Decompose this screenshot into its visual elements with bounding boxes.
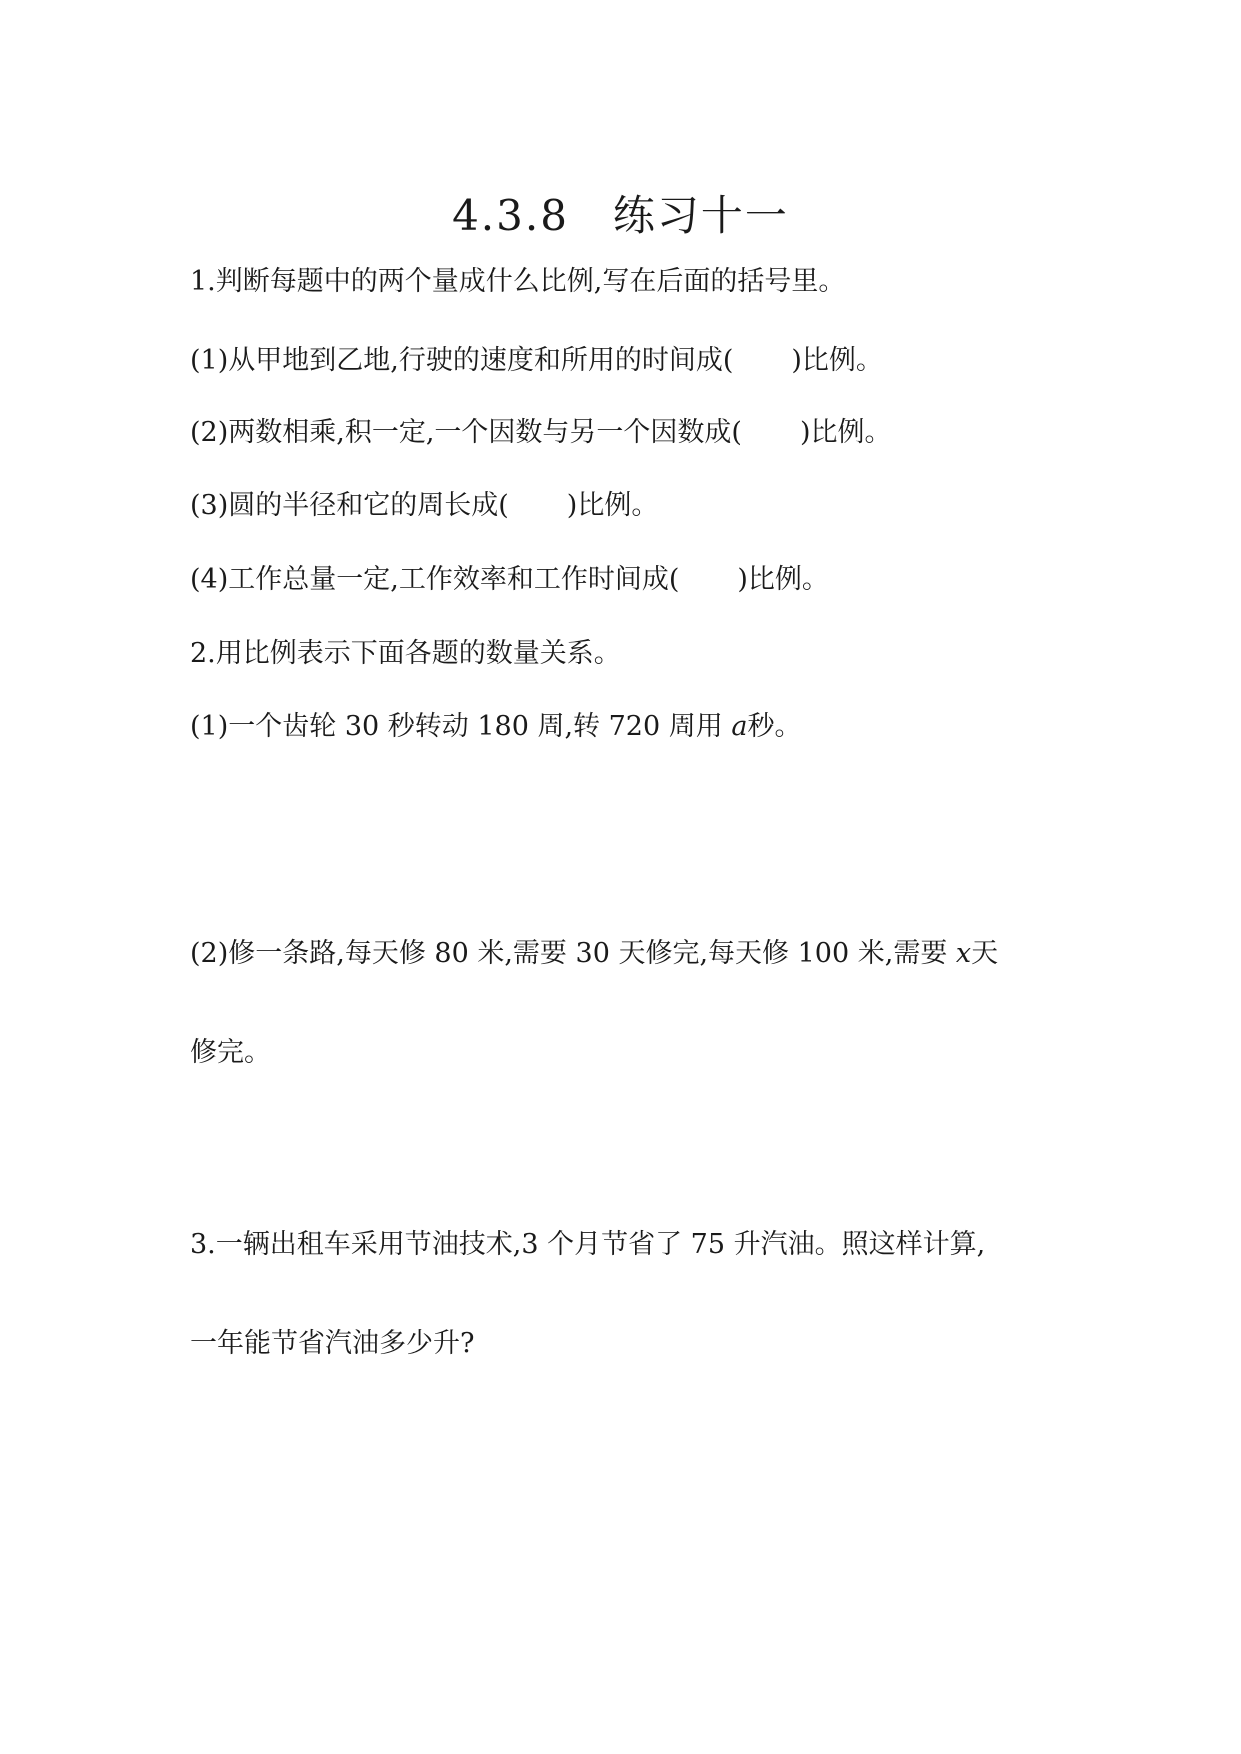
item-text-after: )比例。 [799,417,892,448]
question-2-item-2-line-1 [190,934,998,974]
item-text-after: 天 [971,938,999,969]
item-text-before: (1)一个齿轮 30 秒转动 180 周,转 720 周用 [190,711,732,742]
question-3-line-1: 3.一辆出租车采用节油技术,3 个月节省了 75 升汽油。照这样计算, [190,1229,986,1260]
item-text-before: (1)从甲地到乙地,行驶的速度和所用的时间成( [190,345,734,376]
variable-a: a [731,711,748,742]
item-text-before: (4)工作总量一定,工作效率和工作时间成( [190,564,680,595]
question-1-stem: 1.判断每题中的两个量成什么比例,写在后面的括号里。 [190,266,846,297]
question-1-item-3 [190,486,658,526]
page-title: 4.3.8 练习十一 [452,191,789,240]
question-3-line-2: 一年能节省汽油多少升? [190,1328,475,1359]
variable-x: x [955,938,972,969]
question-2-item-1 [190,707,801,747]
item-text-after: )比例。 [791,345,883,376]
item-text-before: (2)修一条路,每天修 80 米,需要 30 天修完,每天修 100 米,需要 [190,938,956,969]
question-2-stem: 2.用比例表示下面各题的数量关系。 [190,638,621,669]
item-text-after: )比例。 [737,564,829,595]
item-text-after: 秒。 [747,711,802,742]
question-1-item-2 [190,413,892,453]
question-2-item-2-line-2: 修完。 [190,1037,271,1068]
item-text-after: )比例。 [566,490,659,521]
item-text-before: (3)圆的半径和它的周长成( [190,490,509,521]
question-1-item-1 [190,341,883,381]
item-text-before: (2)两数相乘,积一定,一个因数与另一个因数成( [190,417,742,448]
question-1-item-4 [190,560,829,600]
